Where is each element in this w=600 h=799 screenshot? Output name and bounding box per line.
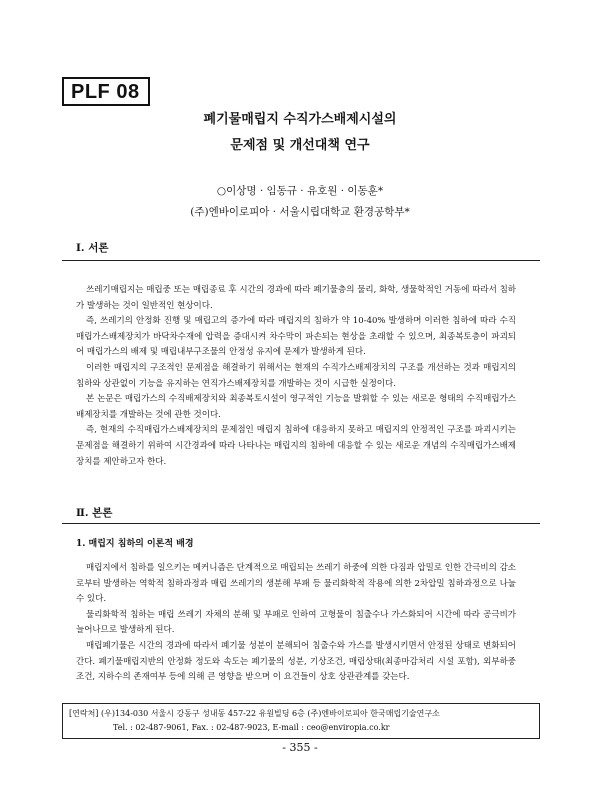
section-1-rule [62,260,540,261]
paragraph: 물리화학적 침하는 매립 쓰레기 자체의 분해 및 부패로 인하여 고형물이 침출수나 가스화되어 시간에 따라 공극비가 늘어나므로 발생하게 된다. [76,609,516,636]
title-line-1: 폐기물매립지 수직가스배제시설의 [203,112,397,127]
subsection-1-heading: 1. 매립지 침하의 이론적 배경 [76,539,194,549]
paper-code-box: PLF 08 [62,77,150,106]
section-1-heading: Ⅰ. 서론 [76,242,109,254]
paragraph: 이러한 매립지의 구조적인 문제점을 해결하기 위해서는 현재의 수직가스배제장치의 구조를 개선하는 것과 매립지의 침하와 상관없이 기능을 유지하는 연직가스배제장치를 개발하는 것이 시급한 실정이다. [76,362,516,389]
subsection-1-body [76,561,516,686]
paragraph: 매립폐기물은 시간의 경과에 따라서 폐기물 성분이 분해되어 침출수와 가스를 발생시키면서 안정된 상태로 변화되어간다. 폐기물매립지반의 안정화 정도와 속도는 폐기물의 성분, 기상조건, 매립상태(최종마감처리 시설 포함), 외부하중조건, 지하수의 존재여부 등에 의해 큰 영향을 받으며 이 요건들이 상호 상관관계를 갖는다. [76,640,516,683]
authors: ○이상명 · 임동규 · 유호원 · 이동훈* [216,185,384,197]
affiliation: (주)엔바이로피아 · 서울시립대학교 환경공학부* [190,206,410,218]
section-2-rule [62,523,540,524]
section-1-body [76,283,516,470]
title-line-2: 문제점 및 개선대책 연구 [230,138,370,153]
paragraph: 매립지에서 침하를 일으키는 메커니즘은 단계적으로 매립되는 쓰레기 하중에 의한 다짐과 압밀로 인한 간극비의 감소로부터 발생하는 역학적 침하과정과 매립 쓰레기의 생분해 부패 등 물리화학적 작용에 의한 2차압밀 침하과정으로 나눌 수 있다. [76,563,516,605]
paragraph: 쓰레기매립지는 매립중 또는 매립종료 후 시간의 경과에 따라 폐기물층의 물리, 화학, 생물학적인 거동에 따라서 침하가 발생하는 것이 일반적인 현상이다. [76,285,516,311]
page-number: - 355 - [282,741,318,754]
contact-phone-email: Tel. : 02-487-9061, Fax. : 02-487-9023, E-mail : ceo@enviropia.co.kr [113,723,390,732]
contact-address: [연락처] (우)134-030 서울시 강동구 성내동 457-22 유원빌딩 6층 (주)엔바이로피아 한국매립기술연구소 [69,709,440,718]
paragraph: 즉, 현재의 수직매립가스배제장치의 문제점인 매립지 침하에 대응하지 못하고 매립지의 안정적인 구조를 파괴시키는 문제점을 해결하기 위하여 시간경과에 따라 나타나는 매립지의 침하에 대응할 수 있는 새로운 개념의 수직매립가스배제장치를 제안하고자 한다. [76,425,516,467]
section-2-heading: Ⅱ. 본론 [76,507,113,519]
paragraph: 본 논문은 매립가스의 수직배제장치와 최종복토시설이 영구적인 기능을 발휘할 수 있는 새로운 형태의 수직매립가스배제장치를 개발하는 것에 관한 것이다. [76,394,516,420]
paragraph: 즉, 쓰레기의 안정화 진행 및 매립고의 증가에 따라 매립지의 침하가 약 10-40% 발생하며 이러한 침하에 따라 수직매립가스배제장치가 바닥차수재에 압력을 증대시켜 차수막이 파손되는 현상을 초래할 수 있으며, 최종복토층이 파괴되어 매립가스의 배제 및 매립내부구조물의 안정성 유지에 문제가 발생하게 된다. [76,316,516,358]
contact-box [62,703,540,739]
